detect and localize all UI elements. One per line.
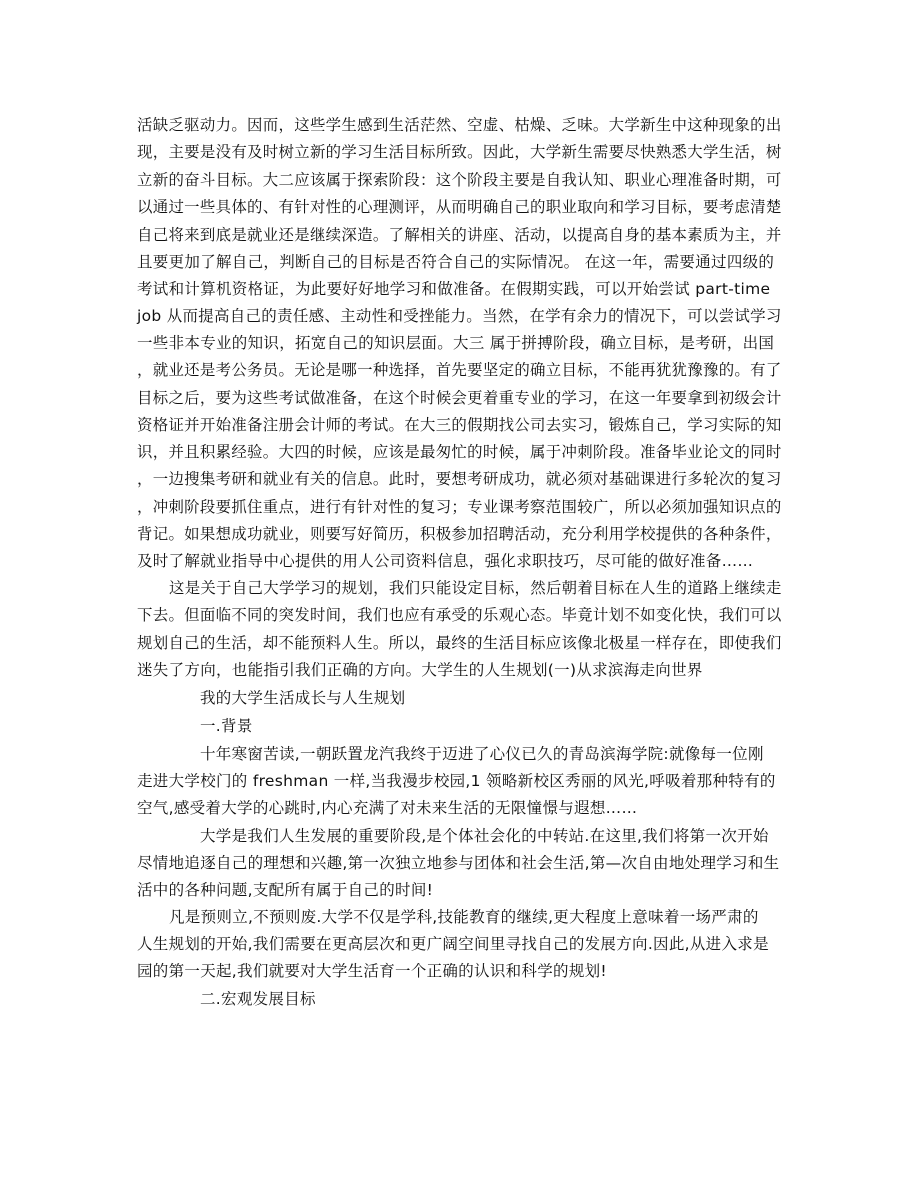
body-text-line: 以通过一些具体的、有针对性的心理测评，从而明确自己的职业取向和学习目标，要考虑清楚 [137,198,782,216]
body-text-line: 空气,感受着大学的心跳时,内心充满了对未来生活的无限憧憬与遐想…… [137,799,638,817]
paragraph-first-line: 大学是我们人生发展的重要阶段,是个体社会化的中转站.在这里,我们将第一次开始 [200,827,769,845]
section-heading-background: 一.背景 [200,717,253,735]
body-text-line: 活缺乏驱动力。因而，这些学生感到生活茫然、空虚、枯燥、乏味。大学新生中这种现象的出 [137,116,782,134]
body-text-line: 活中的各种问题,支配所有属于自己的时间! [137,881,434,899]
body-text-line: 尽情地追逐自己的理想和兴趣,第一次独立地参与团体和社会生活,第—次自由地处理学习和生 [137,854,780,872]
body-text-line: 现，主要是没有及时树立新的学习生活目标所致。因此，大学新生需要尽快熟悉大学生活，树 [137,143,782,161]
body-text-line: ，冲刺阶段要抓住重点，进行有针对性的复习；专业课考察范围较广，所以必须加强知识点的 [137,498,782,516]
body-text-line: 迷失了方向，也能指引我们正确的方向。大学生的人生规划(一)从求滨海走向世界 [137,661,703,679]
body-text-line: 及时了解就业指导中心提供的用人公司资料信息，强化求职技巧，尽可能的做好准备…… [137,552,754,570]
body-text-line: 目标之后，要为这些考试做准备，在这个时候会更着重专业的学习，在这一年要拿到初级会计 [137,389,782,407]
body-text-line: 下去。但面临不同的突发时间，我们也应有承受的乐观心态。毕竟计划不如变化快，我们可以 [137,606,782,624]
body-text-line: 识，并且积累经验。大四的时候，应该是最匆忙的时候，属于冲刺阶段。准备毕业论文的同时 [137,443,782,461]
body-text-line: 考试和计算机资格证，为此要好好地学习和做准备。在假期实践，可以开始尝试 part-time [137,280,771,298]
body-text-line: job 从而提高自己的责任感、主动性和受挫能力。当然，在学有余力的情况下，可以尝试学习 [137,307,782,325]
body-text-line: ，一边搜集考研和就业有关的信息。此时，要想考研成功，就必须对基础课进行多轮次的复习 [137,470,782,488]
body-text-line: 规划自己的生活，却不能预料人生。所以，最终的生活目标应该像北极星一样存在，即使我们 [137,634,782,652]
body-text-line: 自己将来到底是就业还是继续深造。了解相关的讲座、活动，以提高自身的基本素质为主，并 [137,226,782,244]
section-title: 我的大学生活成长与人生规划 [200,689,406,707]
paragraph-first-line: 十年寒窗苦读,一朝跃置龙汽我终于迈进了心仪已久的青岛滨海学院:就像每一位刚 [200,745,764,763]
body-text-line: 且要更加了解自己，判断自己的目标是否符合自己的实际情况。 在这一年，需要通过四级的 [137,253,775,271]
body-text-line: 立新的奋斗目标。大二应该属于探索阶段：这个阶段主要是自我认知、职业心理准备时期，可 [137,171,782,189]
paragraph-first-line: 凡是预则立,不预则废.大学不仅是学科,技能教育的继续,更大程度上意味着一场严肃的 [169,908,759,926]
section-heading-goals: 二.宏观发展目标 [200,990,316,1008]
body-text-line: 一些非本专业的知识，拓宽自己的知识层面。大三 属于拼搏阶段，确立目标，是考研，出国 [137,334,775,352]
body-text-line: 背记。如果想成功就业，则要写好简历，积极参加招聘活动，充分利用学校提供的各种条件， [137,525,782,543]
body-text-line: ，就业还是考公务员。无论是哪一种选择，首先要坚定的确立目标，不能再犹犹豫豫的。有了 [137,361,782,379]
body-text-line: 园的第一天起,我们就要对大学生活育一个正确的认识和科学的规划! [137,962,607,980]
body-text-line: 人生规划的开始,我们需要在更高层次和更广阔空间里寻找自己的发展方向.因此,从进入求是 [137,935,769,953]
paragraph-first-line: 这是关于自己大学学习的规划，我们只能设定目标，然后朝着目标在人生的道路上继续走 [169,579,782,597]
body-text-line: 资格证并开始准备注册会计师的考试。在大三的假期找公司去实习，锻炼自己，学习实际的知 [137,416,782,434]
body-text-line: 走进大学校门的 freshman 一样,当我漫步校园,1 领略新校区秀丽的风光,呼吸着那种特有的 [137,772,776,790]
